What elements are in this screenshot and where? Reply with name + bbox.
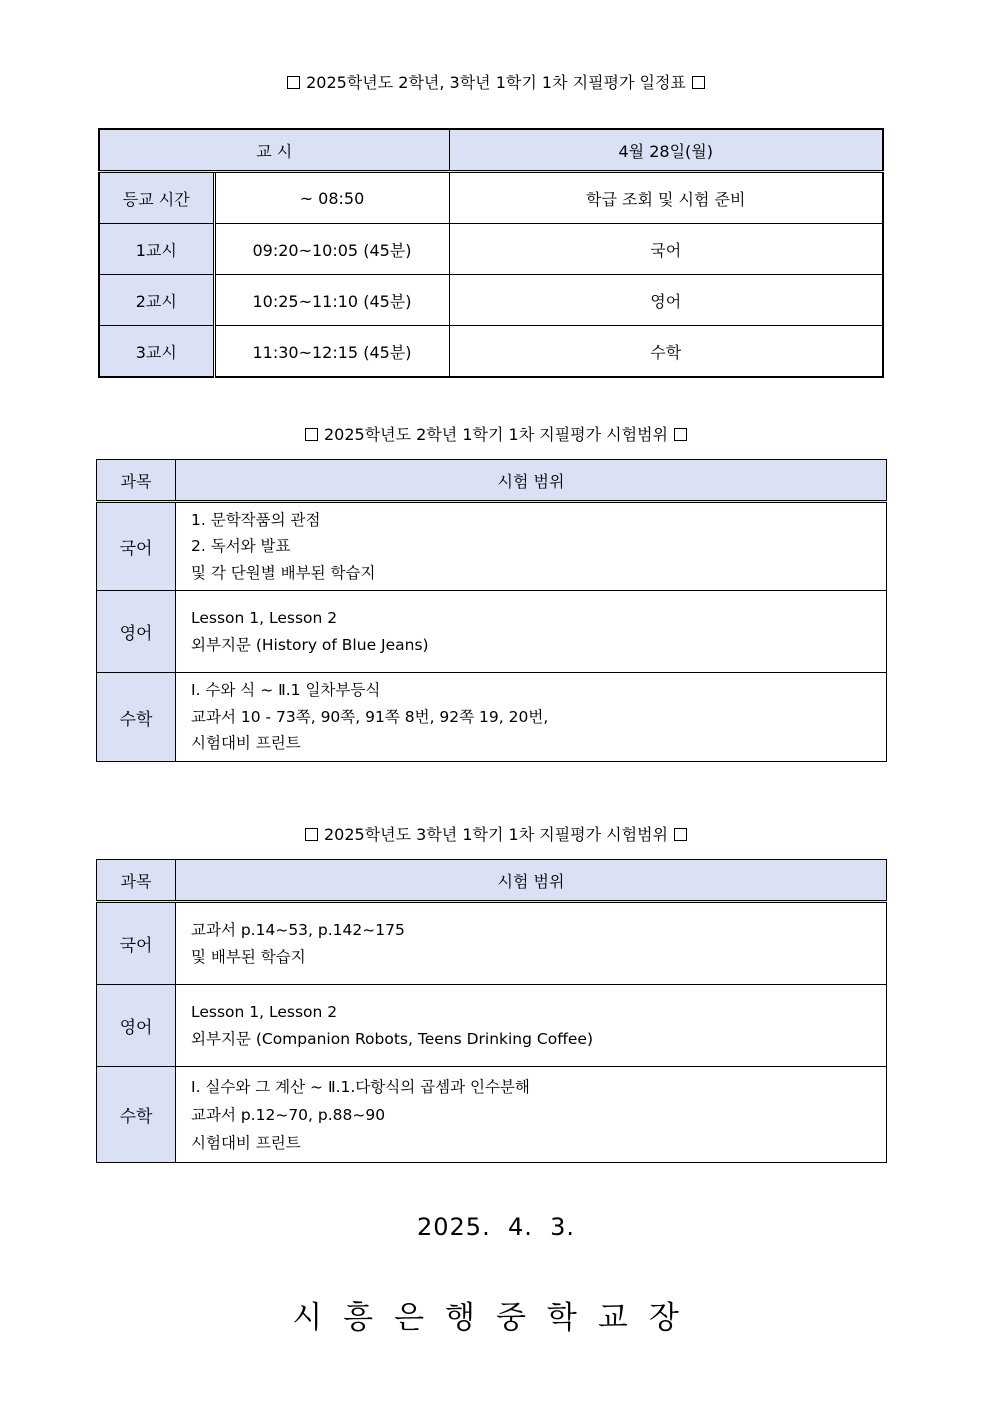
range-line: 외부지문 (History of Blue Jeans)	[191, 635, 429, 654]
table-header-row	[97, 860, 887, 902]
subject-cell: 국어	[449, 224, 883, 275]
table-header-row	[97, 460, 887, 502]
checkbox-square-icon	[305, 828, 318, 841]
range-line: 및 배부된 학습지	[191, 947, 306, 966]
table-row	[97, 591, 887, 673]
time-cell: 09:20~10:05 (45분)	[214, 224, 449, 275]
grade3-title	[0, 822, 992, 845]
subject-cell: 영어	[449, 275, 883, 326]
subject-cell: 영어	[97, 591, 176, 673]
range-line: Ⅰ. 실수와 그 계산 ~ Ⅱ.1.다항식의 곱셈과 인수분해	[191, 1077, 530, 1096]
range-line: 교과서 10 - 73쪽, 90쪽, 91쪽 8번, 92쪽 19, 20번,	[191, 707, 549, 726]
range-cell	[176, 985, 887, 1067]
checkbox-square-icon	[692, 76, 705, 89]
range-line: Ⅰ. 수와 식 ~ Ⅱ.1 일차부등식	[191, 681, 381, 700]
table-row	[97, 1067, 887, 1163]
subject-cell: 영어	[97, 985, 176, 1067]
header-subject: 과목	[97, 860, 176, 902]
period-cell: 1교시	[99, 224, 214, 275]
checkbox-square-icon	[674, 428, 687, 441]
table-header-row	[99, 129, 883, 172]
school-principal-signature: 시흥은행중학교장	[292, 1300, 700, 1336]
header-subject: 과목	[97, 460, 176, 502]
range-line: Lesson 1, Lesson 2	[191, 1003, 338, 1021]
subject-cell: 학급 조회 및 시험 준비	[449, 172, 883, 224]
checkbox-square-icon	[674, 828, 687, 841]
table-row	[99, 224, 883, 275]
table-row	[97, 902, 887, 985]
checkbox-square-icon	[287, 76, 300, 89]
range-cell	[176, 1067, 887, 1163]
time-cell: ~ 08:50	[214, 172, 449, 224]
subject-cell: 국어	[97, 902, 176, 985]
range-line: 교과서 p.12~70, p.88~90	[191, 1105, 386, 1124]
range-cell	[176, 902, 887, 985]
header-period: 교 시	[99, 129, 449, 172]
header-range: 시험 범위	[176, 860, 887, 902]
checkbox-square-icon	[305, 428, 318, 441]
range-line: 1. 문학작품의 관점	[191, 510, 321, 529]
range-line: 외부지문 (Companion Robots, Teens Drinking Coffee)	[191, 1029, 594, 1048]
header-date: 4월 28일(월)	[449, 129, 883, 172]
time-cell: 10:25~11:10 (45분)	[214, 275, 449, 326]
table-row	[97, 985, 887, 1067]
grade3-title-text: 2025학년도 3학년 1학기 1차 지필평가 시험범위	[324, 825, 668, 844]
period-cell: 2교시	[99, 275, 214, 326]
table-row	[99, 275, 883, 326]
subject-cell: 수학	[97, 673, 176, 762]
schedule-title	[0, 70, 992, 93]
range-line: 교과서 p.14~53, p.142~175	[191, 921, 405, 939]
range-line: Lesson 1, Lesson 2	[191, 609, 338, 627]
range-line: 및 각 단원별 배부된 학습지	[191, 563, 376, 582]
range-cell	[176, 673, 887, 762]
grade2-range-table	[96, 459, 887, 762]
table-row	[97, 502, 887, 591]
grade2-title	[0, 422, 992, 445]
period-cell: 3교시	[99, 326, 214, 378]
grade3-range-table	[96, 859, 887, 1163]
subject-cell: 국어	[97, 502, 176, 591]
grade2-title-text: 2025학년도 2학년 1학기 1차 지필평가 시험범위	[324, 425, 668, 444]
range-line: 시험대비 프린트	[191, 734, 301, 753]
range-cell	[176, 591, 887, 673]
exam-schedule-table	[98, 128, 884, 378]
table-row	[99, 326, 883, 378]
subject-cell: 수학	[97, 1067, 176, 1163]
period-cell: 등교 시간	[99, 172, 214, 224]
schedule-title-text: 2025학년도 2학년, 3학년 1학기 1차 지필평가 일정표	[306, 73, 686, 92]
range-line: 2. 독서와 발표	[191, 537, 291, 556]
subject-cell: 수학	[449, 326, 883, 378]
document-date: 2025. 4. 3.	[416, 1213, 576, 1241]
range-cell	[176, 502, 887, 591]
table-row	[97, 673, 887, 762]
header-range: 시험 범위	[176, 460, 887, 502]
time-cell: 11:30~12:15 (45분)	[214, 326, 449, 378]
table-row	[99, 172, 883, 224]
range-line: 시험대비 프린트	[191, 1133, 301, 1152]
